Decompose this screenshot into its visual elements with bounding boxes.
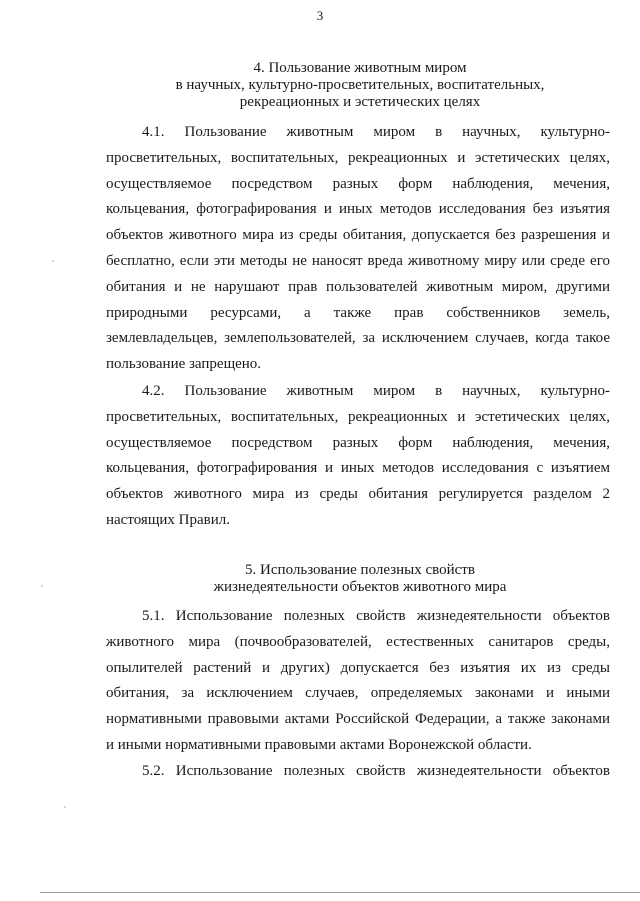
text-line: кольцевания, фотографирования и иных методов исследования с изъятием xyxy=(106,460,610,477)
scan-speck xyxy=(41,585,43,587)
text-line: осуществляемое посредством разных форм наблюдения, мечения, xyxy=(106,175,610,192)
text-line: пользование запрещено. xyxy=(106,356,262,373)
text-line: животного мира (почвообразователей, естественных санитаров среды, xyxy=(106,633,610,650)
text-line: 5.1. Использование полезных свойств жизнедеятельности объектов xyxy=(142,608,610,624)
text-line: обитания, за исключением случаев, определяемых законами и иными xyxy=(106,685,610,702)
text-line: 4.2. Пользование животным миром в научных, культурно- xyxy=(142,383,610,399)
scan-speck xyxy=(64,806,66,808)
text-line: объектов животного мира из среды обитания регулируется разделом 2 xyxy=(106,486,610,503)
paragraph-5-1 xyxy=(106,604,610,759)
text-line: объектов животного мира из среды обитания, допускается без разрешения и xyxy=(106,227,610,244)
section-4-heading-line: рекреационных и эстетических целях xyxy=(239,94,481,110)
text-line: 4.1. Пользование животным миром в научных, культурно- xyxy=(142,124,610,140)
text-line: опылителей растений и других) допускается без изъятия их из среды xyxy=(106,659,610,676)
page-bottom-rule xyxy=(40,892,640,893)
text-line: просветительных, воспитательных, рекреационных и эстетических целях, xyxy=(106,408,610,425)
text-line: природными ресурсами, а также прав собственников земель, xyxy=(106,304,610,321)
text-line: 5.2. Использование полезных свойств жизнедеятельности объектов xyxy=(142,763,610,779)
text-line: просветительных, воспитательных, рекреационных и эстетических целях, xyxy=(106,149,610,166)
section-5-heading-line: жизнедеятельности объектов животного мира xyxy=(213,579,507,595)
section-4-heading-line: в научных, культурно-просветительных, воспитательных, xyxy=(175,77,545,93)
paragraph-5-2 xyxy=(106,759,610,785)
section-4-heading-line: 4. Пользование животным миром xyxy=(253,60,467,76)
paragraph-4-1 xyxy=(106,120,610,378)
text-line: настоящих Правил. xyxy=(106,511,230,528)
page-number: 3 xyxy=(316,8,324,23)
scan-speck xyxy=(52,260,54,262)
text-line: бесплатно, если эти методы не наносят вреда животному миру или среде его xyxy=(106,252,610,269)
section-5-heading-line: 5. Использование полезных свойств xyxy=(245,562,475,578)
text-line: кольцевания, фотографирования и иных методов исследования без изъятия xyxy=(106,201,610,218)
text-line: нормативными правовыми актами Российской Федерации, а также законами xyxy=(106,711,610,728)
text-line: и иными нормативными правовыми актами Воронежской области. xyxy=(106,736,532,753)
section-4-heading xyxy=(80,60,640,111)
section-5-heading xyxy=(80,562,640,596)
paragraph-4-2 xyxy=(106,379,610,534)
text-line: осуществляемое посредством разных форм наблюдения, мечения, xyxy=(106,434,610,451)
text-line: обитания и не нарушают прав пользователей животным миром, другими xyxy=(106,278,610,295)
text-line: землевладельцев, землепользователей, за исключением случаев, когда такое xyxy=(106,330,610,347)
